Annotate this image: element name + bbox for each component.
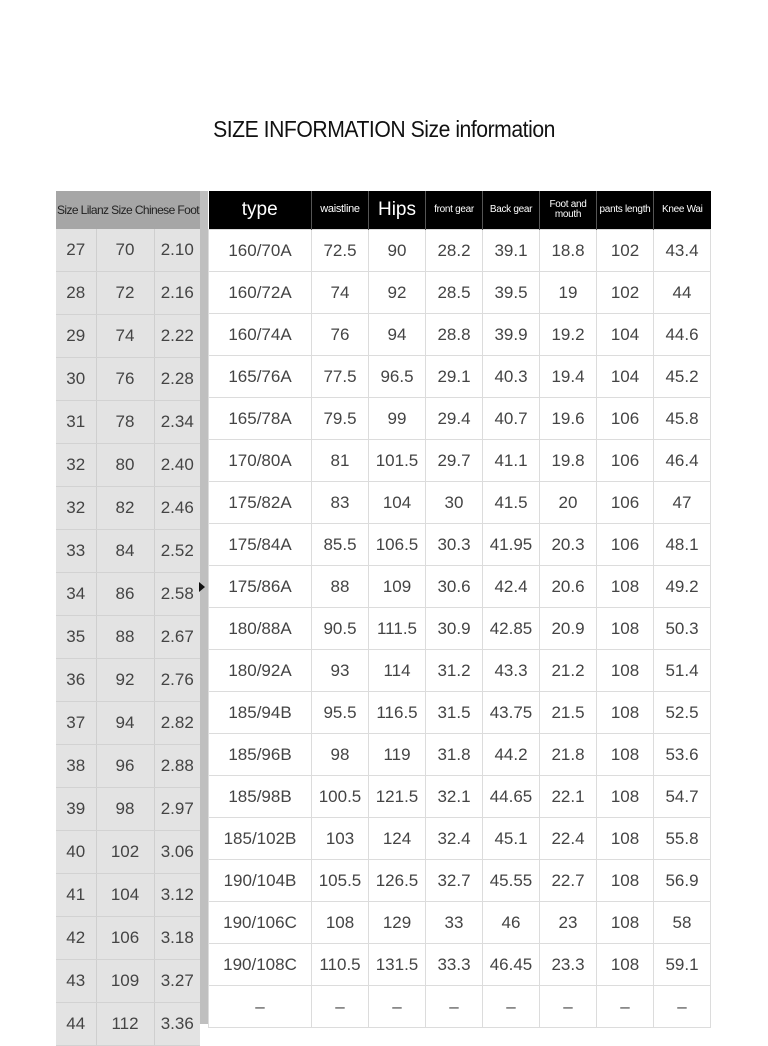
knee-cell: 58: [654, 902, 711, 944]
chinese-foot-cell: 2.34: [154, 401, 200, 444]
foot-mouth-cell: 20.3: [540, 524, 597, 566]
front-gear-cell: 30.9: [426, 608, 483, 650]
table-row: [56, 530, 200, 573]
back-gear-cell: 44.65: [483, 776, 540, 818]
lilanz-size-cell: 80: [96, 444, 154, 487]
size-cell: 42: [56, 917, 96, 960]
lilanz-size-cell: 92: [96, 659, 154, 702]
knee-cell: 55.8: [654, 818, 711, 860]
col-header-type: type: [209, 191, 312, 230]
size-cell: 31: [56, 401, 96, 444]
lilanz-size-cell: 112: [96, 1003, 154, 1046]
table-row: [56, 272, 200, 315]
col-header-back-gear: Back gear: [483, 191, 540, 230]
front-gear-cell: 30.6: [426, 566, 483, 608]
foot-mouth-cell: 21.5: [540, 692, 597, 734]
chinese-foot-cell: 2.22: [154, 315, 200, 358]
back-gear-cell: 44.2: [483, 734, 540, 776]
type-cell: 175/84A: [209, 524, 312, 566]
waistline-cell: 100.5: [312, 776, 369, 818]
size-label-body: [56, 229, 200, 1046]
table-row: [56, 659, 200, 702]
back-gear-cell: 42.4: [483, 566, 540, 608]
type-cell: –: [209, 986, 312, 1028]
hips-cell: 126.5: [369, 860, 426, 902]
knee-cell: 56.9: [654, 860, 711, 902]
table-row: [56, 315, 200, 358]
back-gear-cell: –: [483, 986, 540, 1028]
waistline-cell: 74: [312, 272, 369, 314]
hips-cell: 129: [369, 902, 426, 944]
lilanz-size-cell: 104: [96, 874, 154, 917]
lilanz-size-cell: 94: [96, 702, 154, 745]
pants-length-cell: 108: [597, 944, 654, 986]
front-gear-cell: 32.4: [426, 818, 483, 860]
knee-cell: 59.1: [654, 944, 711, 986]
waistline-cell: 77.5: [312, 356, 369, 398]
size-cell: 32: [56, 444, 96, 487]
hips-cell: 119: [369, 734, 426, 776]
size-cell: 30: [56, 358, 96, 401]
pants-length-cell: 104: [597, 356, 654, 398]
pants-length-cell: –: [597, 986, 654, 1028]
table-row: [56, 229, 200, 272]
back-gear-cell: 43.75: [483, 692, 540, 734]
back-gear-cell: 41.1: [483, 440, 540, 482]
hips-cell: 109: [369, 566, 426, 608]
table-row: [209, 356, 711, 398]
chinese-foot-cell: 2.28: [154, 358, 200, 401]
foot-mouth-cell: 18.8: [540, 230, 597, 272]
knee-cell: 54.7: [654, 776, 711, 818]
table-row: [209, 650, 711, 692]
knee-cell: 47: [654, 482, 711, 524]
size-cell: 43: [56, 960, 96, 1003]
knee-cell: 43.4: [654, 230, 711, 272]
waistline-cell: 93: [312, 650, 369, 692]
lilanz-size-cell: 84: [96, 530, 154, 573]
lilanz-size-cell: 88: [96, 616, 154, 659]
table-row: [56, 917, 200, 960]
front-gear-cell: 29.7: [426, 440, 483, 482]
table-row: [56, 831, 200, 874]
pants-length-cell: 108: [597, 818, 654, 860]
lilanz-size-cell: 82: [96, 487, 154, 530]
knee-cell: 46.4: [654, 440, 711, 482]
foot-mouth-cell: 23: [540, 902, 597, 944]
size-label-table: [56, 191, 200, 1046]
table-row: [209, 524, 711, 566]
front-gear-cell: –: [426, 986, 483, 1028]
hips-cell: 116.5: [369, 692, 426, 734]
waistline-cell: 76: [312, 314, 369, 356]
back-gear-cell: 46: [483, 902, 540, 944]
size-cell: 29: [56, 315, 96, 358]
chinese-foot-cell: 2.67: [154, 616, 200, 659]
lilanz-size-cell: 72: [96, 272, 154, 315]
foot-mouth-cell: 19.4: [540, 356, 597, 398]
hips-cell: 124: [369, 818, 426, 860]
table-row: [209, 314, 711, 356]
type-cell: 190/108C: [209, 944, 312, 986]
pants-length-cell: 108: [597, 608, 654, 650]
pants-length-cell: 108: [597, 860, 654, 902]
table-row: [209, 944, 711, 986]
hips-cell: 131.5: [369, 944, 426, 986]
knee-cell: 51.4: [654, 650, 711, 692]
front-gear-cell: 31.2: [426, 650, 483, 692]
measurement-table: [208, 191, 711, 1028]
size-cell: 35: [56, 616, 96, 659]
type-cell: 185/94B: [209, 692, 312, 734]
type-cell: 165/76A: [209, 356, 312, 398]
chinese-foot-cell: 3.27: [154, 960, 200, 1003]
table-row: [56, 487, 200, 530]
size-cell: 33: [56, 530, 96, 573]
back-gear-cell: 46.45: [483, 944, 540, 986]
chinese-foot-cell: 3.06: [154, 831, 200, 874]
knee-cell: 44.6: [654, 314, 711, 356]
back-gear-cell: 40.3: [483, 356, 540, 398]
table-row: [56, 573, 200, 616]
lilanz-size-cell: 78: [96, 401, 154, 444]
knee-cell: 49.2: [654, 566, 711, 608]
hips-cell: 104: [369, 482, 426, 524]
knee-cell: 45.8: [654, 398, 711, 440]
table-row: [56, 960, 200, 1003]
hips-cell: –: [369, 986, 426, 1028]
table-row: [56, 702, 200, 745]
front-gear-cell: 30.3: [426, 524, 483, 566]
chinese-foot-cell: 3.12: [154, 874, 200, 917]
pants-length-cell: 108: [597, 734, 654, 776]
size-cell: 27: [56, 229, 96, 272]
table-row: [209, 818, 711, 860]
chinese-foot-cell: 2.58: [154, 573, 200, 616]
knee-cell: 50.3: [654, 608, 711, 650]
pants-length-cell: 106: [597, 482, 654, 524]
chinese-foot-cell: 3.18: [154, 917, 200, 960]
waistline-cell: 98: [312, 734, 369, 776]
table-row: [209, 398, 711, 440]
table-row: [209, 692, 711, 734]
pants-length-cell: 106: [597, 524, 654, 566]
size-cell: 41: [56, 874, 96, 917]
type-cell: 190/106C: [209, 902, 312, 944]
pants-length-cell: 108: [597, 692, 654, 734]
col-header-foot-mouth: Foot and mouth: [540, 191, 597, 230]
lilanz-size-cell: 96: [96, 745, 154, 788]
front-gear-cell: 30: [426, 482, 483, 524]
type-cell: 165/78A: [209, 398, 312, 440]
size-cell: 34: [56, 573, 96, 616]
hips-cell: 96.5: [369, 356, 426, 398]
table-row: [56, 788, 200, 831]
type-cell: 170/80A: [209, 440, 312, 482]
pants-length-cell: 106: [597, 398, 654, 440]
foot-mouth-cell: 20.6: [540, 566, 597, 608]
table-separator: [200, 191, 208, 1024]
measurement-body: [209, 230, 711, 1028]
waistline-cell: –: [312, 986, 369, 1028]
lilanz-size-cell: 76: [96, 358, 154, 401]
size-cell: 28: [56, 272, 96, 315]
size-cell: 36: [56, 659, 96, 702]
waistline-cell: 108: [312, 902, 369, 944]
chinese-foot-cell: 3.36: [154, 1003, 200, 1046]
lilanz-size-cell: 74: [96, 315, 154, 358]
back-gear-cell: 41.95: [483, 524, 540, 566]
chinese-foot-cell: 2.76: [154, 659, 200, 702]
size-cell: 38: [56, 745, 96, 788]
table-row: [209, 230, 711, 272]
foot-mouth-cell: 20: [540, 482, 597, 524]
table-row: [56, 401, 200, 444]
waistline-cell: 85.5: [312, 524, 369, 566]
table-row: [56, 874, 200, 917]
size-cell: 44: [56, 1003, 96, 1046]
table-row: [56, 616, 200, 659]
back-gear-cell: 39.9: [483, 314, 540, 356]
type-cell: 160/72A: [209, 272, 312, 314]
hips-cell: 90: [369, 230, 426, 272]
foot-mouth-cell: 19.8: [540, 440, 597, 482]
front-gear-cell: 29.1: [426, 356, 483, 398]
table-row: [56, 444, 200, 487]
size-cell: 32: [56, 487, 96, 530]
page-title: SIZE INFORMATION Size information: [213, 116, 555, 142]
chinese-foot-cell: 2.82: [154, 702, 200, 745]
table-row: [56, 745, 200, 788]
knee-cell: 53.6: [654, 734, 711, 776]
hips-cell: 92: [369, 272, 426, 314]
table-row: [209, 734, 711, 776]
col-header-pants-length: pants length: [597, 191, 654, 230]
waistline-cell: 83: [312, 482, 369, 524]
foot-mouth-cell: 23.3: [540, 944, 597, 986]
type-cell: 180/88A: [209, 608, 312, 650]
front-gear-cell: 32.1: [426, 776, 483, 818]
chinese-foot-cell: 2.46: [154, 487, 200, 530]
lilanz-size-cell: 109: [96, 960, 154, 1003]
waistline-cell: 103: [312, 818, 369, 860]
table-row: [209, 776, 711, 818]
table-row: [56, 358, 200, 401]
hips-cell: 106.5: [369, 524, 426, 566]
pants-length-cell: 108: [597, 650, 654, 692]
type-cell: 180/92A: [209, 650, 312, 692]
waistline-cell: 88: [312, 566, 369, 608]
back-gear-cell: 41.5: [483, 482, 540, 524]
size-header: Size Lilanz Size Chinese Foot: [56, 191, 200, 229]
waistline-cell: 79.5: [312, 398, 369, 440]
front-gear-cell: 31.5: [426, 692, 483, 734]
foot-mouth-cell: 19.2: [540, 314, 597, 356]
waistline-cell: 90.5: [312, 608, 369, 650]
type-cell: 190/104B: [209, 860, 312, 902]
knee-cell: 52.5: [654, 692, 711, 734]
type-cell: 175/86A: [209, 566, 312, 608]
knee-cell: 48.1: [654, 524, 711, 566]
back-gear-cell: 43.3: [483, 650, 540, 692]
foot-mouth-cell: 20.9: [540, 608, 597, 650]
size-cell: 39: [56, 788, 96, 831]
pants-length-cell: 108: [597, 776, 654, 818]
front-gear-cell: 29.4: [426, 398, 483, 440]
foot-mouth-cell: 21.8: [540, 734, 597, 776]
chinese-foot-cell: 2.52: [154, 530, 200, 573]
hips-cell: 94: [369, 314, 426, 356]
foot-mouth-cell: 22.7: [540, 860, 597, 902]
type-cell: 175/82A: [209, 482, 312, 524]
pants-length-cell: 106: [597, 440, 654, 482]
foot-mouth-cell: 22.4: [540, 818, 597, 860]
pants-length-cell: 104: [597, 314, 654, 356]
front-gear-cell: 32.7: [426, 860, 483, 902]
hips-cell: 114: [369, 650, 426, 692]
table-row: [56, 1003, 200, 1046]
knee-cell: 44: [654, 272, 711, 314]
pants-length-cell: 102: [597, 230, 654, 272]
col-header-hips: Hips: [369, 191, 426, 230]
hips-cell: 121.5: [369, 776, 426, 818]
table-row: [209, 902, 711, 944]
table-row: [209, 440, 711, 482]
waistline-cell: 81: [312, 440, 369, 482]
back-gear-cell: 40.7: [483, 398, 540, 440]
chinese-foot-cell: 2.97: [154, 788, 200, 831]
size-cell: 40: [56, 831, 96, 874]
knee-cell: –: [654, 986, 711, 1028]
back-gear-cell: 39.5: [483, 272, 540, 314]
back-gear-cell: 39.1: [483, 230, 540, 272]
table-row: [209, 566, 711, 608]
type-cell: 160/74A: [209, 314, 312, 356]
table-row: [209, 482, 711, 524]
table-row: [209, 272, 711, 314]
knee-cell: 45.2: [654, 356, 711, 398]
table-row: [209, 860, 711, 902]
chinese-foot-cell: 2.88: [154, 745, 200, 788]
lilanz-size-cell: 98: [96, 788, 154, 831]
type-cell: 185/98B: [209, 776, 312, 818]
hips-cell: 111.5: [369, 608, 426, 650]
back-gear-cell: 42.85: [483, 608, 540, 650]
size-cell: 37: [56, 702, 96, 745]
lilanz-size-cell: 102: [96, 831, 154, 874]
lilanz-size-cell: 106: [96, 917, 154, 960]
lilanz-size-cell: 70: [96, 229, 154, 272]
back-gear-cell: 45.1: [483, 818, 540, 860]
waistline-cell: 110.5: [312, 944, 369, 986]
row-pointer-icon: [199, 582, 205, 592]
front-gear-cell: 28.2: [426, 230, 483, 272]
waistline-cell: 95.5: [312, 692, 369, 734]
chinese-foot-cell: 2.16: [154, 272, 200, 315]
lilanz-size-cell: 86: [96, 573, 154, 616]
waistline-cell: 72.5: [312, 230, 369, 272]
foot-mouth-cell: 22.1: [540, 776, 597, 818]
col-header-waistline: waistline: [312, 191, 369, 230]
foot-mouth-cell: 21.2: [540, 650, 597, 692]
type-cell: 185/102B: [209, 818, 312, 860]
front-gear-cell: 28.8: [426, 314, 483, 356]
pants-length-cell: 102: [597, 272, 654, 314]
chinese-foot-cell: 2.40: [154, 444, 200, 487]
type-cell: 160/70A: [209, 230, 312, 272]
col-header-knee: Knee Wai: [654, 191, 711, 230]
foot-mouth-cell: 19.6: [540, 398, 597, 440]
foot-mouth-cell: 19: [540, 272, 597, 314]
table-row: [209, 608, 711, 650]
front-gear-cell: 28.5: [426, 272, 483, 314]
chinese-foot-cell: 2.10: [154, 229, 200, 272]
hips-cell: 101.5: [369, 440, 426, 482]
front-gear-cell: 33.3: [426, 944, 483, 986]
col-header-front-gear: front gear: [426, 191, 483, 230]
table-row: [209, 986, 711, 1028]
foot-mouth-cell: –: [540, 986, 597, 1028]
front-gear-cell: 31.8: [426, 734, 483, 776]
waistline-cell: 105.5: [312, 860, 369, 902]
hips-cell: 99: [369, 398, 426, 440]
pants-length-cell: 108: [597, 566, 654, 608]
type-cell: 185/96B: [209, 734, 312, 776]
back-gear-cell: 45.55: [483, 860, 540, 902]
pants-length-cell: 108: [597, 902, 654, 944]
front-gear-cell: 33: [426, 902, 483, 944]
